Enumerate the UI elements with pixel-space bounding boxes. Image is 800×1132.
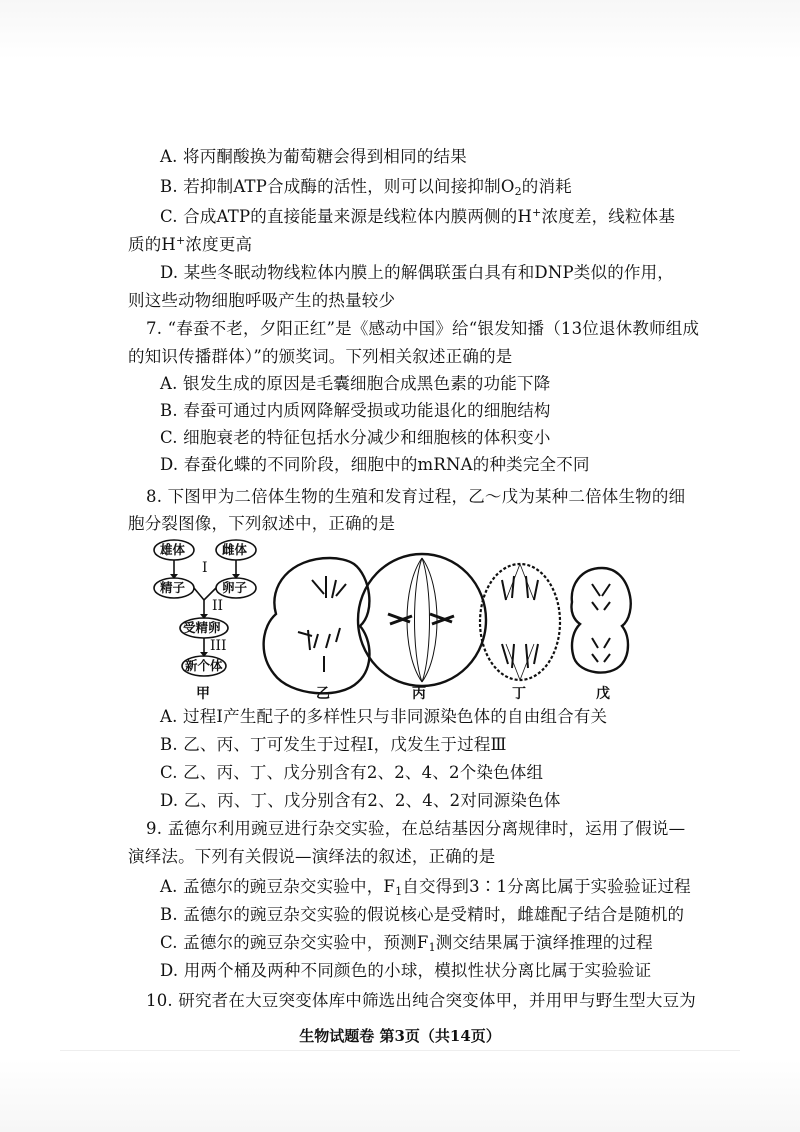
- q7-option-b: B. 春蚕可通过内质网降解受损或功能退化的细胞结构: [160, 401, 551, 420]
- cell-ding: [480, 564, 560, 680]
- label-ding: 丁: [512, 686, 526, 702]
- q7-option-a: A. 银发生成的原因是毛囊细胞合成黑色素的功能下降: [160, 374, 551, 393]
- q6-option-b: B. 若抑制ATP合成酶的活性，则可以间接抑制$O_2$的消耗: [160, 177, 572, 198]
- q8-stem-line2: 胞分裂图像，下列叙述中，正确的是: [128, 514, 396, 533]
- label-yi: 乙: [316, 686, 330, 702]
- q9-option-c: C. 孟德尔的豌豆杂交实验中，预测$F_1$测交结果属于演绎推理的过程: [160, 933, 653, 954]
- q7-option-c: C. 细胞衰老的特征包括水分减少和细胞核的体积变小: [160, 428, 551, 447]
- q6-option-d-line2: 则这些动物细胞呼吸产生的热量较少: [128, 291, 396, 310]
- label-egg: 卵子: [222, 580, 248, 595]
- label-male: 雄体: [160, 542, 186, 557]
- q9-option-d: D. 用两个桶及两种不同颜色的小球，模拟性状分离比属于实验验证: [160, 961, 652, 980]
- q9-stem-line1: 9. 孟德尔利用豌豆进行杂交实验，在总结基因分离规律时，运用了假说—: [146, 819, 686, 838]
- label-step3: III: [210, 638, 227, 654]
- q7-stem-line2: 的知识传播群体）”的颁奖词。下列相关叙述正确的是: [128, 347, 513, 366]
- label-sperm: 精子: [160, 580, 186, 595]
- label-wu: 戊: [596, 686, 610, 702]
- q7-stem-line1: 7. “春蚕不老，夕阳正红”是《感动中国》给“银发知播（13位退休教师组成: [146, 319, 700, 338]
- q8-diagram: [140, 536, 660, 706]
- q7-option-d: D. 春蚕化蝶的不同阶段，细胞中的mRNA的种类完全不同: [160, 455, 590, 474]
- cell-bing: [358, 554, 486, 686]
- label-step2: II: [212, 598, 224, 614]
- label-bing: 丙: [412, 686, 426, 702]
- q8-option-d: D. 乙、丙、丁、戊分别含有2、2、4、2对同源染色体: [160, 791, 561, 810]
- label-zygote: 受精卵: [183, 620, 221, 635]
- q6-option-c-line1: C. 合成ATP的直接能量来源是线粒体内膜两侧的H+浓度差，线粒体基: [160, 206, 676, 226]
- q8-stem-line1: 8. 下图甲为二倍体生物的生殖和发育过程，乙～戊为某种二倍体生物的细: [146, 487, 686, 506]
- label-newbody: 新个体: [185, 658, 223, 673]
- q8-option-c: C. 乙、丙、丁、戊分别含有2、2、4、2个染色体组: [160, 763, 544, 782]
- cell-wu: [571, 568, 630, 673]
- label-step1: I: [202, 560, 208, 576]
- q9-stem-line2: 演绎法。下列有关假说—演绎法的叙述，正确的是: [128, 847, 496, 866]
- q9-option-a: A. 孟德尔的豌豆杂交实验中，$F_1$自交得到3∶1分离比属于实验验证过程: [160, 877, 691, 898]
- q8-option-b: B. 乙、丙、丁可发生于过程Ⅰ，戊发生于过程Ⅲ: [160, 735, 507, 754]
- q8-option-a: A. 过程Ⅰ产生配子的多样性只与非同源染色体的自由组合有关: [160, 707, 608, 726]
- q6-option-c-line2: 质的H+浓度更高: [128, 234, 253, 254]
- q10-stem-line1: 10. 研究者在大豆突变体库中筛选出纯合突变体甲，并用甲与野生型大豆为: [146, 991, 696, 1010]
- q9-option-b: B. 孟德尔的豌豆杂交实验的假说核心是受精时，雌雄配子结合是随机的: [160, 905, 685, 924]
- label-female: 雌体: [222, 542, 248, 557]
- q6-option-d-line1: D. 某些冬眠动物线粒体内膜上的解偶联蛋白具有和DNP类似的作用，: [160, 263, 674, 282]
- page-footer: 生物试题卷 第3页（共14页）: [299, 1027, 501, 1045]
- footer-rule: [60, 1050, 740, 1051]
- q6-option-a: A. 将丙酮酸换为葡萄糖会得到相同的结果: [160, 147, 467, 166]
- cell-yi: [264, 558, 370, 693]
- label-jia: 甲: [196, 686, 210, 702]
